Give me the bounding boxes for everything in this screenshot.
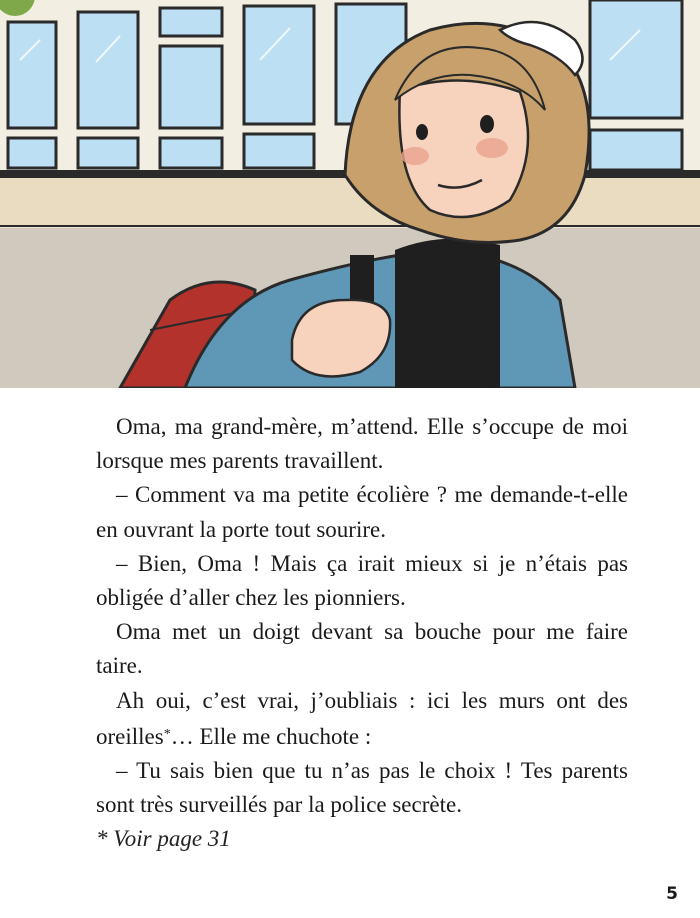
illustration — [0, 0, 700, 388]
story-text — [96, 410, 628, 857]
school-scene-drawing — [0, 0, 700, 388]
paragraph-5-text: Ah oui, c’est vrai, j’oubliais : ici les murs ont des oreilles — [96, 687, 628, 749]
paragraph-3: – Bien, Oma ! Mais ça irait mieux si je n’étais pas obligée d’aller chez les pionniers. — [96, 550, 628, 611]
footnote-marker: * — [163, 726, 171, 742]
paragraph-5-tail: … Elle me chuchote : — [170, 723, 372, 749]
paragraph-2: – Comment va ma petite écolière ? me demande-t-elle en ouvrant la porte tout sourire. — [96, 482, 628, 542]
page-number: 5 — [666, 884, 678, 904]
paragraph-4: Oma met un doigt devant sa bouche pour me faire taire. — [96, 619, 628, 679]
paragraph-5 — [96, 684, 628, 754]
paragraph-1: Oma, ma grand-mère, m’attend. Elle s’occupe de moi lorsque mes parents travaillent. — [96, 414, 628, 474]
footnote: * Voir page 31 — [96, 826, 231, 852]
paragraph-6: – Tu sais bien que tu n’as pas le choix ! Tes parents sont très surveillés par la police secrète. — [96, 758, 628, 818]
